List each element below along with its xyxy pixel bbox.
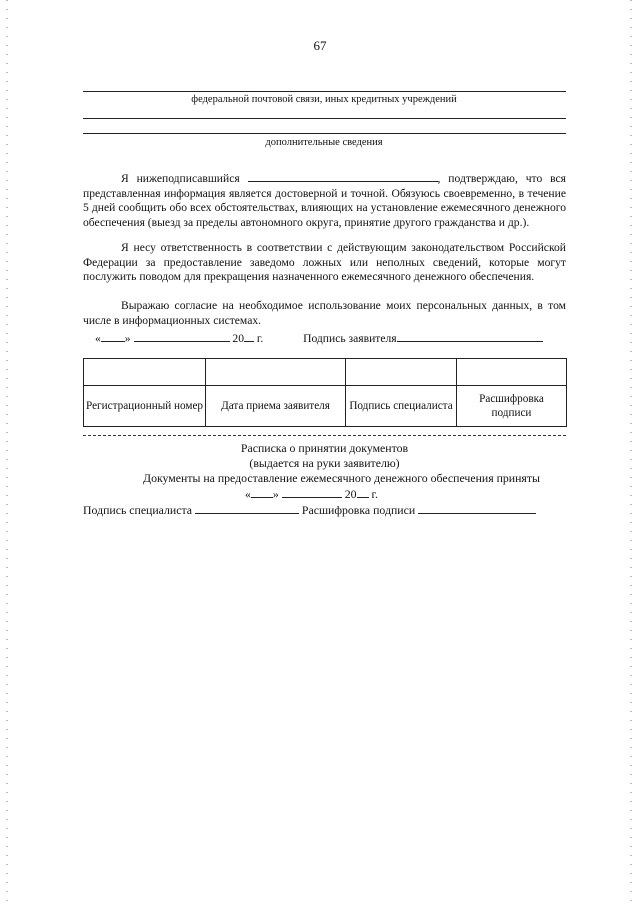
declaration-start: Я нижеподписавшийся <box>121 172 240 185</box>
declaration-body: представленная информация является достоверной и точной. Обязуюсь своевременно, в течение 5 дней сообщить обо всех обстоятельствах, влияющих на установление ежемесячного денежного обеспечения (выезд за пределы автономного округа, принятие другого гражданства и др.). <box>83 186 566 229</box>
responsibility-text: Я несу ответственность в соответствии с действующим законодательством Российской Федерации за предоставление заведомо ложных или неполных сведений, которые могут послужить поводом для прекращения назначенного ежемесячного денежного обеспечения. <box>83 241 566 284</box>
registration-table <box>83 358 567 427</box>
year-suffix: г. <box>256 332 264 345</box>
receipt-date-row <box>245 486 378 502</box>
table-row <box>84 386 567 427</box>
applicant-date-signature-row <box>95 330 543 345</box>
table-row <box>84 359 567 386</box>
signature-decoding-header: Расшифровка подписи <box>457 386 567 427</box>
receipt-text: Документы на предоставление ежемесячного денежного обеспечения приняты <box>143 471 540 485</box>
receipt-month-field[interactable] <box>282 486 342 498</box>
registration-number-header: Регистрационный номер <box>84 386 206 427</box>
day-field[interactable] <box>101 330 125 342</box>
year-field[interactable] <box>244 330 254 342</box>
signer-name-field[interactable] <box>248 170 438 182</box>
receipt-subtitle: (выдается на руки заявителю) <box>249 456 400 470</box>
receipt-title: Расписка о принятии документов <box>240 441 409 455</box>
receipt-signature-row <box>83 502 536 518</box>
applicant-signature-label: Подпись заявителя <box>303 332 397 345</box>
receipt-year-prefix: 20 <box>344 487 357 501</box>
responsibility-paragraph <box>83 241 566 285</box>
specialist-signature-label: Подпись специалиста <box>83 503 192 517</box>
declaration-paragraph <box>83 170 566 230</box>
date-open-quote: « <box>95 332 101 345</box>
signature-decoding-label: Расшифровка подписи <box>301 503 416 517</box>
form-line <box>83 133 566 134</box>
receipt-year-field[interactable] <box>357 486 369 498</box>
consent-text: Выражаю согласие на необходимое использование моих персональных данных, в том числе в информационных системах. <box>83 299 566 327</box>
table-cell[interactable] <box>346 359 457 386</box>
receipt-date-header: Дата приема заявителя <box>206 386 346 427</box>
right-scan-edge <box>630 0 632 905</box>
year-prefix: 20 <box>232 332 244 345</box>
date-close-quote: » <box>124 332 131 345</box>
table-cell[interactable] <box>84 359 206 386</box>
receipt-year-suffix: г. <box>371 487 378 501</box>
table-cell[interactable] <box>206 359 346 386</box>
date-open-quote: « <box>245 487 251 501</box>
declaration-confirm: , подтверждаю, что вся <box>437 172 566 185</box>
additional-info-caption: дополнительные сведения <box>265 137 383 148</box>
cut-line <box>83 435 566 436</box>
form-line <box>83 118 566 119</box>
page-number: 67 <box>313 38 327 53</box>
specialist-signature-header: Подпись специалиста <box>346 386 457 427</box>
applicant-signature-field[interactable] <box>397 330 543 342</box>
signature-decoding-field[interactable] <box>418 502 536 514</box>
consent-paragraph <box>83 299 566 328</box>
form-line <box>83 91 566 92</box>
date-close-quote: » <box>272 487 279 501</box>
bank-caption: федеральной почтовой связи, иных кредитных учреждений <box>191 94 457 105</box>
left-scan-edge <box>6 0 8 905</box>
receipt-day-field[interactable] <box>251 486 273 498</box>
specialist-signature-field[interactable] <box>195 502 299 514</box>
table-cell[interactable] <box>457 359 567 386</box>
month-field[interactable] <box>134 330 230 342</box>
